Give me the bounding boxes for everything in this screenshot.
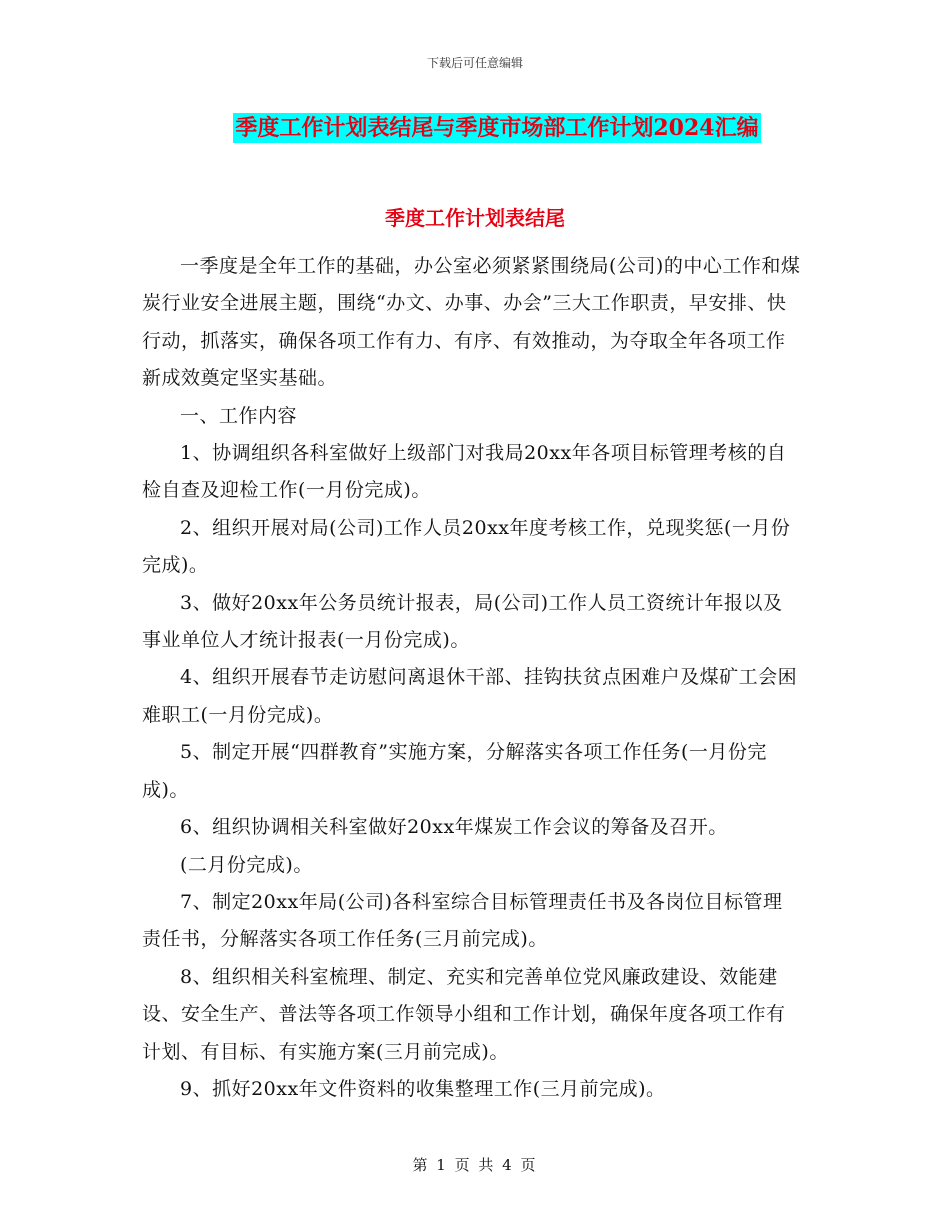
paragraph-item-7: 7、制定20xx年局(公司)各科室综合目标管理责任书及各岗位目标管理责任书，分解落实各项工作任务(三月前完成)。 <box>142 890 783 951</box>
paragraph-heading-work-content: 一、工作内容 <box>180 404 298 427</box>
paragraph-item-6: 6、组织协调相关科室做好20xx年煤炭工作会议的筹备及召开。 <box>180 816 728 839</box>
main-title: 季度工作计划表结尾与季度市场部工作计划2024汇编 <box>235 115 759 141</box>
main-title-container <box>187 113 807 143</box>
paragraph-item-8: 8、组织相关科室梳理、制定、充实和完善单位党风廉政建设、效能建设、安全生产、普法等各项工作领导小组和工作计划，确保年度各项工作有计划、有目标、有实施方案(三月前完成)。 <box>142 965 786 1063</box>
paragraph-item-5: 5、制定开展“四群教育”实施方案，分解落实各项工作任务(一月份完成)。 <box>142 741 767 801</box>
paragraph-item-3: 3、做好20xx年公务员统计报表，局(公司)工作人员工资统计年报以及事业单位人才统计报表(一月份完成)。 <box>142 591 783 652</box>
paragraph-item-1: 1、协调组织各科室做好上级部门对我局20xx年各项目标管理考核的自检自查及迎检工作(一月份完成)。 <box>142 442 787 502</box>
section-title: 季度工作计划表结尾 <box>385 206 565 230</box>
paragraph-item-4: 4、组织开展春节走访慰问离退休干部、挂钩扶贫点困难户及煤矿工会困难职工(一月份完成)。 <box>142 666 798 726</box>
page-footer: 第 1 页 共 4 页 <box>412 1156 538 1174</box>
document-body <box>142 248 802 1108</box>
paragraph-intro: 一季度是全年工作的基础，办公室必须紧紧围绕局(公司)的中心工作和煤炭行业安全进展主题，围绕“办文、办事、办会”三大工作职责，早安排、快行动，抓落实，确保各项工作有力、有序、有效推动，为夺取全年各项工作新成效奠定坚实基础。 <box>142 255 801 390</box>
paragraph-item-2: 2、组织开展对局(公司)工作人员20xx年度考核工作，兑现奖惩(一月份完成)。 <box>142 516 791 577</box>
paragraph-item-6-note: (二月份完成)。 <box>180 853 313 876</box>
header-note: 下载后可任意编辑 <box>426 56 523 70</box>
paragraph-item-9: 9、抓好20xx年文件资料的收集整理工作(三月前完成)。 <box>180 1077 666 1100</box>
